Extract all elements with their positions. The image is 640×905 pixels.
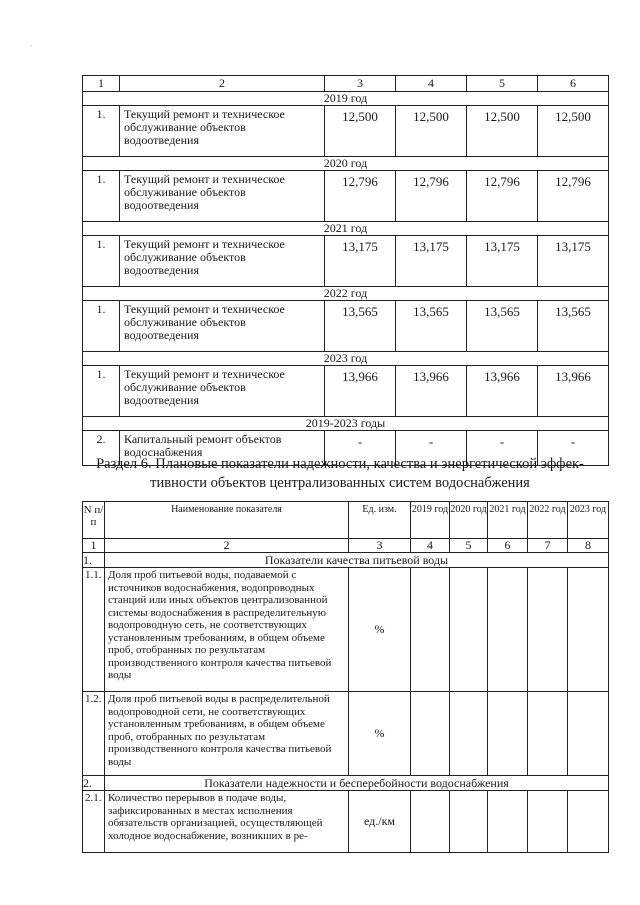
row-value: 12,500 [467,106,538,157]
empty-cell [450,791,488,853]
year-header: 2022 год [83,287,609,301]
column-number: 2 [105,539,349,553]
column-number: 5 [467,76,538,92]
row-value: 12,500 [396,106,467,157]
row-value: 13,175 [538,236,609,287]
table-row [83,106,609,157]
empty-cell [528,692,568,776]
item-description: Количество перерывов в подаче воды, зафиксированных в местах исполнения обязательств организацией, осуществляющей холодное водоснабжение, возникших в ре- [105,791,349,853]
header-year: 2021 год [488,502,528,539]
row-value: 12,796 [467,171,538,222]
row-value: 12,500 [325,106,396,157]
row-value: 13,966 [396,366,467,417]
table-row [83,568,609,692]
row-number: 1. [83,171,120,222]
empty-cell [488,791,528,853]
table-row [83,692,609,776]
empty-cell [411,791,450,853]
table-row [83,236,609,287]
section-heading-line: Раздел 6. Плановые показатели надежности, качества и энергетической эффек- [96,456,584,472]
empty-cell [568,568,609,692]
table-row [83,366,609,417]
column-number: 2 [120,76,325,92]
row-value: 13,175 [396,236,467,287]
empty-cell [488,692,528,776]
row-value: 12,796 [538,171,609,222]
section-row [83,553,609,568]
row-name: Текущий ремонт и техническое обслуживание объектов водоотведения [120,236,325,287]
row-value: - [467,431,538,466]
empty-cell [568,692,609,776]
row-value: 12,796 [325,171,396,222]
year-header: 2021 год [83,222,609,236]
year-header: 2019-2023 годы [83,417,609,431]
column-number: 3 [349,539,411,553]
repair-cost-table [82,75,609,466]
table-row [83,791,609,853]
section-title: Показатели надежности и бесперебойности водоснабжения [105,776,609,791]
row-number: 1. [83,301,120,352]
row-name: Текущий ремонт и техническое обслуживание объектов водоотведения [120,106,325,157]
row-name: Текущий ремонт и техническое обслуживание объектов водоотведения [120,301,325,352]
row-value: 12,500 [538,106,609,157]
column-number-row [83,539,609,553]
item-unit: % [349,568,411,692]
header-year: 2019 год [411,502,450,539]
year-header: 2023 год [83,352,609,366]
empty-cell [450,568,488,692]
row-name: Текущий ремонт и техническое обслуживание объектов водоотведения [120,366,325,417]
table-row [83,301,609,352]
empty-cell [411,692,450,776]
row-number: 1. [83,366,120,417]
row-name: Текущий ремонт и техническое обслуживание объектов водоотведения [120,171,325,222]
item-unit: % [349,692,411,776]
header-num: N п/п [83,502,105,539]
row-value: - [538,431,609,466]
item-number: 2.1. [83,791,105,853]
water-supply-indicators-table [82,501,609,853]
column-number: 4 [396,76,467,92]
column-number: 1 [83,539,105,553]
column-number: 6 [538,76,609,92]
header-row [83,502,609,539]
empty-cell [450,692,488,776]
column-number: 3 [325,76,396,92]
item-number: 1.1. [83,568,105,692]
row-value: - [325,431,396,466]
row-value: - [396,431,467,466]
item-description: Доля проб питьевой воды в распределительной водопроводной сети, не соответствующих установленным требованиям, в общем объеме проб, отобранных по результатам производственного контроля качества питьевой воды [105,692,349,776]
row-value: 13,565 [538,301,609,352]
row-number: 2. [83,431,120,466]
column-number: 8 [568,539,609,553]
column-number-row [83,76,609,92]
section-number: 1. [83,553,105,568]
section-row [83,776,609,791]
header-year: 2020 год [450,502,488,539]
section-heading [60,455,620,493]
column-number: 7 [528,539,568,553]
column-number: 1 [83,76,120,92]
item-number: 1.2. [83,692,105,776]
section-number: 2. [83,776,105,791]
year-header: 2020 год [83,157,609,171]
header-year: 2023 год [568,502,609,539]
row-value: 13,565 [396,301,467,352]
row-value: 13,966 [538,366,609,417]
item-description: Доля проб питьевой воды, подаваемой с источников водоснабжения, водопроводных станций или иных объектов централизованной системы водоснабжения в распределительную водопроводную сеть, не соответствующих установленным требованиям, в общем объеме проб, отобранных по результатам производственного контроля качества питьевой воды [105,568,349,692]
row-value: 13,565 [467,301,538,352]
row-value: 13,175 [467,236,538,287]
empty-cell [411,568,450,692]
row-value: 13,966 [467,366,538,417]
empty-cell [488,568,528,692]
empty-cell [568,791,609,853]
header-unit: Ед. изм. [349,502,411,539]
section-heading-line: тивности объектов централизованных систем водоснабжения [150,475,530,491]
row-value: 13,966 [325,366,396,417]
column-number: 5 [450,539,488,553]
empty-cell [528,568,568,692]
row-number: 1. [83,236,120,287]
header-year: 2022 год [528,502,568,539]
item-unit: ед./км [349,791,411,853]
table-row [83,171,609,222]
section-title: Показатели качества питьевой воды [105,553,609,568]
header-name: Наименование показателя [105,502,349,539]
column-number: 6 [488,539,528,553]
row-number: 1. [83,106,120,157]
scan-speck: · [30,42,33,51]
column-number: 4 [411,539,450,553]
empty-cell [528,791,568,853]
row-value: 13,565 [325,301,396,352]
row-value: 12,796 [396,171,467,222]
year-header: 2019 год [83,92,609,106]
row-value: 13,175 [325,236,396,287]
row-name: Капитальный ремонт объектов водоснабжения [120,431,325,466]
